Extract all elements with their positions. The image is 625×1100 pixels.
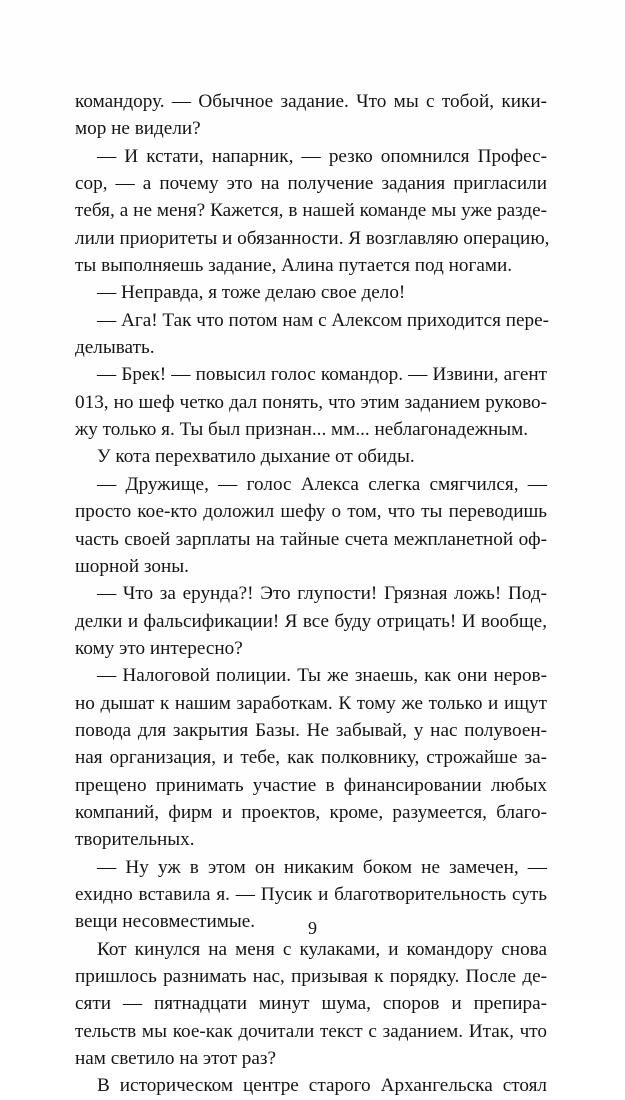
- text-line: — Ну уж в этом он никаким боком не замечен, —: [97, 856, 547, 878]
- text-line: прещено принимать участие в финансировании любых: [75, 774, 547, 796]
- text-line: делки и фальсификации! Я все буду отрицать! И вообще,: [75, 610, 547, 632]
- text-line: В историческом центре старого Архангельска стоял: [97, 1075, 547, 1097]
- text-line: — Дружище, — голос Алекса слегка смягчился, —: [97, 473, 547, 495]
- text-line: — Что за ерунда?! Это глупости! Грязная ложь! Под-: [97, 583, 547, 605]
- text-line: командору. — Обычное задание. Что мы с тобой, кики-: [75, 91, 547, 112]
- text-line: сор, — а почему это на получение задания пригласили: [75, 173, 547, 195]
- page-number: 9: [308, 918, 317, 938]
- text-line: У кота перехватило дыхание от обиды.: [97, 446, 415, 468]
- text-line: но дышат к нашим заработкам. К тому же только и ищут: [75, 692, 547, 714]
- text-line: сяти — пятнадцати минут шума, споров и препира-: [75, 993, 547, 1015]
- text-line: нам светило на этот раз?: [75, 1048, 276, 1070]
- body-text: [75, 88, 550, 1100]
- text-line: лили приоритеты и обязанности. Я возглавляю операцию,: [75, 227, 550, 249]
- text-line: шорной зоны.: [75, 555, 189, 577]
- text-line: делывать.: [75, 337, 155, 359]
- text-line: тельств мы кое-как дочитали текст с заданием. Итак, что: [75, 1020, 547, 1042]
- text-line: компаний, фирм и проектов, кроме, разумеется, благо-: [75, 801, 547, 823]
- text-line: 013, но шеф четко дал понять, что этим заданием руково-: [75, 391, 547, 413]
- text-line: творительных.: [75, 829, 195, 851]
- text-line: — Ага! Так что потом нам с Алексом приходится пере-: [97, 309, 549, 331]
- text-line: пришлось разнимать нас, призывая к порядку. После де-: [75, 966, 547, 987]
- text-line: ная организация, и тебе, как полковнику, строжайше за-: [75, 747, 547, 769]
- text-line: повода для закрытия Базы. Не забывай, у нас полувоен-: [75, 719, 547, 741]
- text-line: кому это интересно?: [75, 637, 243, 659]
- text-line: Кот кинулся на меня с кулаками, и командору снова: [97, 938, 547, 960]
- text-line: ты выполняешь задание, Алина путается под ногами.: [75, 255, 513, 277]
- text-line: — Неправда, я тоже делаю свое дело!: [97, 282, 406, 304]
- text-line: мор не видели?: [75, 118, 201, 140]
- text-line: — Налоговой полиции. Ты же знаешь, как они неров-: [97, 665, 547, 687]
- text-line: просто кое-кто доложил шефу о том, что ты переводишь: [75, 501, 547, 523]
- text-line: — Брек! — повысил голос командор. — Извини, агент: [97, 364, 547, 386]
- text-line: часть своей зарплаты на тайные счета межпланетной оф-: [75, 528, 547, 550]
- text-line: ехидно вставила я. — Пусик и благотворительность суть: [75, 883, 547, 905]
- text-line: вещи несовместимые.: [75, 911, 256, 933]
- text-line: тебя, а не меня? Кажется, в нашей команде мы уже разде-: [75, 200, 547, 222]
- text-line: — И кстати, напарник, — резко опомнился Профес-: [97, 145, 547, 167]
- text-line: жу только я. Ты был признан... мм... неблагонадежным.: [75, 419, 529, 441]
